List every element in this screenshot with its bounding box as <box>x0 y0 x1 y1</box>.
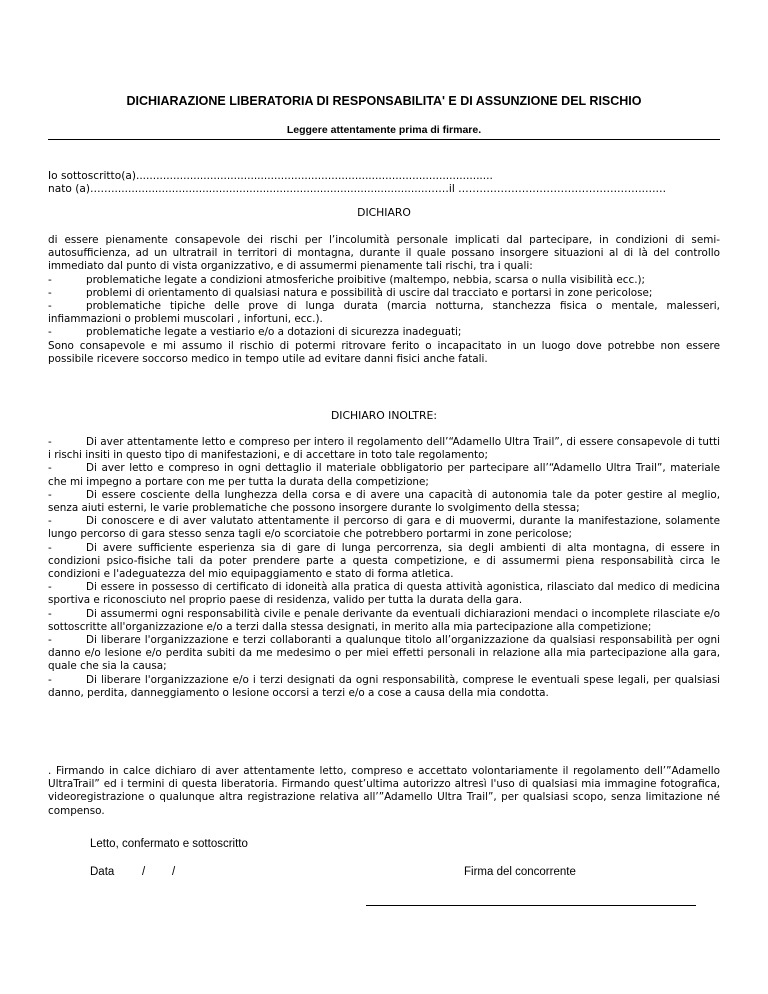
bullet-dash: - <box>48 488 52 501</box>
further-item: - Di liberare l'organizzazione e terzi collaboranti a qualunque titolo all’organizzazione da qualsiasi responsabilità per ogni danno e/o lesione e/o perdita subiti da me medesimo o per miei effetti personali in relazione alla mia partecipazione alla gara, quale che sia la causa; <box>48 634 720 673</box>
further-item: - Di avere sufficiente esperienza sia di gare di lunga percorrenza, sia degli ambienti di alta montagna, di essere in condizioni psico-fisiche tali da poter prendere parte a questa competizione, e di assumermi piena responsabilità circa le condizioni e l'adeguatezza del mio equipaggiamento e stato di forma atletica. <box>48 541 720 581</box>
further-item: - Di liberare l'organizzazione e/o i terzi designati da ogni responsabilità, comprese le eventuali spese legali, per qualsiasi danno, perdita, danneggiamento o lesione occorsi a terzi e/o a cose a causa della mia condotta. <box>48 673 720 699</box>
title-divider <box>48 139 720 140</box>
further-item: - Di essere cosciente della lunghezza della corsa e di avere una capacità di autonomia tale da poter gestire al meglio, senza aiuti esterni, le varie problematiche che possono insorgere durante lo svolgimento della stessa; <box>48 488 720 515</box>
date-label: Data <box>90 866 115 878</box>
further-item: - Di conoscere e di aver valutato attentamente il percorso di gara e di muovermi, durante la manifestazione, solamente lungo percorso di gara stesso senza tagli e/o scorciatoie che potrebbero portarmi in zone pericolose; <box>48 515 720 541</box>
bullet-dash: - <box>48 326 52 339</box>
further-item: - Di assumermi ogni responsabilità civile e penale derivante da eventuali dichiarazioni mendaci o incomplete rilasciate e/o sottoscritte all'organizzazione e/o a terzi dalla stessa designati, in merito alla mia partecipazione alla competizione; <box>48 607 720 633</box>
further-declarations <box>48 436 720 700</box>
signature-label: Firma del concorrente <box>464 866 576 878</box>
further-item: - Di aver attentamente letto e compreso per intero il regolamento dell’“Adamello Ultra Trail”, di essere consapevole di tutti i rischi insiti in questo tipo di manifestazioni, e di accettare in toto tale regolamento; <box>48 436 720 462</box>
bullet-dash: - <box>48 286 52 299</box>
bullet-dash: - <box>48 462 52 475</box>
bullet-dash: - <box>48 515 52 528</box>
further-item: - Di aver letto e compreso in ogni dettaglio il materiale obbligatorio per partecipare all’“Adamello Ultra Trail”, materiale che mi impegno a portare con me per tutta la durata della competizione; <box>48 462 720 488</box>
further-item: - Di essere in possesso di certificato di idoneità alla pratica di questa attività agonistica, rilasciato dal medico di medicina sportiva e riconosciuto nel proprio paese di residenza, valido per tutta la durata della gara. <box>48 581 720 607</box>
closing-paragraph: . Firmando in calce dichiaro di aver attentamente letto, compreso e accettato volontariamente il regolamento dell’”Adamello UltraTrail” ed i termini di questa liberatoria. Firmando quest’ultima autorizzo altresì l'uso di qualsiasi mia immagine fotografica, videoregistrazione o qualunque altra registrazione relativa all’”Adamello Ultra Trail”, per qualsiasi scopo, senza limitazione né compenso. <box>48 765 720 817</box>
date-separator: / <box>142 866 146 878</box>
bullet-dash: - <box>48 541 52 554</box>
risk-item: - problematiche legate a condizioni atmosferiche proibitive (maltempo, nebbia, scarsa o nulla visibilità ecc.); <box>48 273 646 286</box>
heading-dichiaro: DICHIARO <box>357 206 411 219</box>
confirmed-text: Letto, confermato e sottoscritto <box>90 838 248 850</box>
declaration-block <box>48 234 720 366</box>
risk-item: - problematiche tipiche delle prove di lunga durata (marcia notturna, stanchezza fisica o mentale, malesseri, infiammazioni o problemi muscolari , infortuni, ecc.). <box>48 300 720 326</box>
signature-line <box>366 905 696 906</box>
date-separator: / <box>172 866 176 878</box>
bullet-dash: - <box>48 436 52 448</box>
bullet-dash: - <box>48 673 52 686</box>
name-field: Io sottoscritto(a).......................................................................................................... <box>48 170 493 182</box>
risk-item: - problematiche legate a vestiario e/o a dotazioni di sicurezza inadeguati; <box>48 326 462 339</box>
document-subtitle: Leggere attentamente prima di firmare. <box>286 124 482 136</box>
heading-dichiaro-inoltre: DICHIARO INOLTRE: <box>330 409 437 422</box>
declaration-end: Sono consapevole e mi assumo il rischio di potermi ritrovare ferito o incapacitato in un luogo dove potrebbe non essere possibile ricevere soccorso medico in tempo utile ad evitare danni fisici anche fatali. <box>48 339 720 365</box>
declaration-intro: di essere pienamente consapevole dei rischi per l’incolumità personale implicati dal partecipare, in condizioni di semi-autosufficienza, ad un ultratrail in territori di montagna, durante il quale possano insorgere situazioni al di là del controllo immediato dal punto di vista organizzativo, e di assumermi pienamente tali rischi, tra i quali: <box>48 234 720 273</box>
bullet-dash: - <box>48 607 52 620</box>
bullet-dash: - <box>48 581 52 594</box>
bullet-dash: - <box>48 634 52 647</box>
document-title: DICHIARAZIONE LIBERATORIA DI RESPONSABILITA' E DI ASSUNZIONE DEL RISCHIO <box>126 94 642 108</box>
bullet-dash: - <box>48 300 52 313</box>
risk-item: - problemi di orientamento di qualsiasi natura e possibilità di uscire dal tracciato e portarsi in zone pericolose; <box>48 286 653 299</box>
bullet-dash: - <box>48 273 52 286</box>
birth-field: nato (a)……..............................................................................................……il ……………………………………………..…… <box>48 183 667 195</box>
